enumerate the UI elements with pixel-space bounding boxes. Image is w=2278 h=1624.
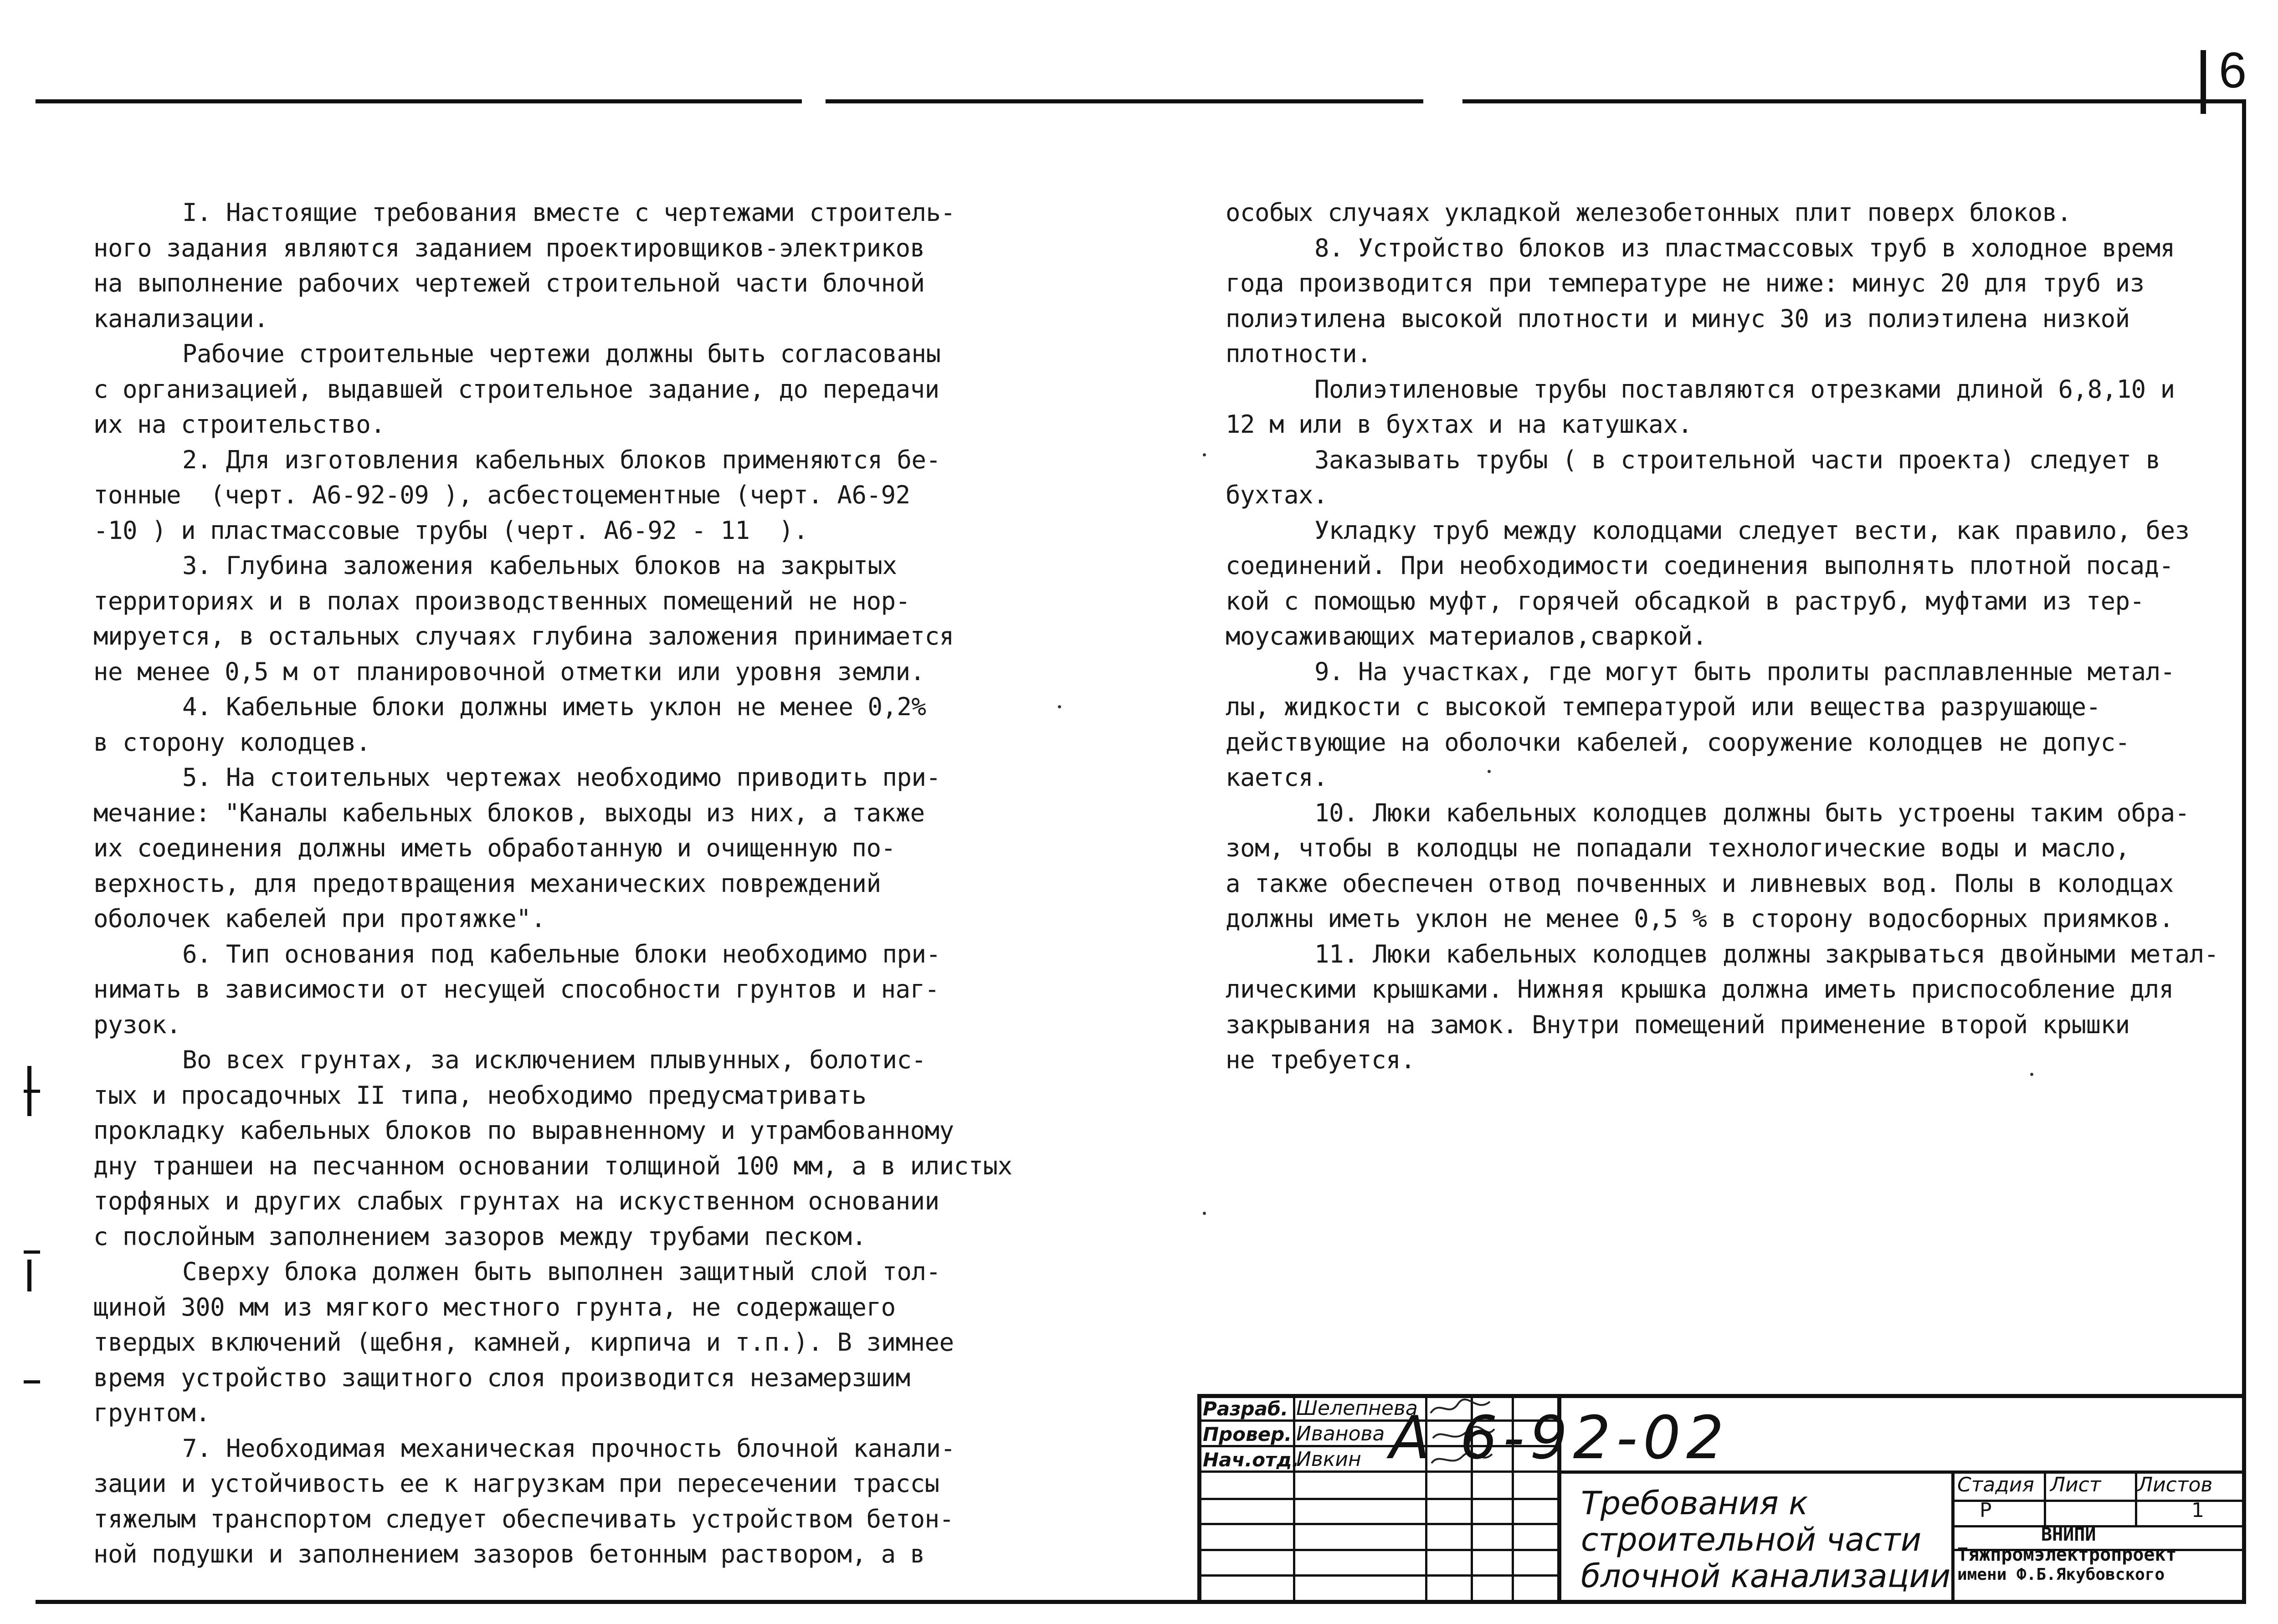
stray-dot [1203,453,1206,456]
text-line: Укладку труб между колодцами следует вести, как правило, без [1314,516,2190,545]
text-line: щиной 300 мм из мягкого местного грунта, не содержащего [93,1292,896,1322]
text-line: лическими крышками. Нижняя крышка должна иметь приспособление для [1226,975,2174,1004]
text-line: 10. Люки кабельных колодцев должны быть устроены таким обра- [1314,798,2190,827]
margin-mark [27,1260,31,1291]
grid-line [1197,1523,1560,1525]
text-line: моусаживающих материалов,сваркой. [1226,622,1707,651]
text-line: зом, чтобы в колодцы не попадали технологические воды и масло, [1226,834,2130,862]
role-developer: Разраб. [1203,1398,1288,1420]
text-line: Сверху блока должен быть выполнен защитный слой тол- [182,1257,941,1286]
text-line: торфяных и других слабых грунтах на искуственном основании [93,1187,939,1215]
text-line: с послойным заполнением зазоров между трубами песком. [93,1222,867,1251]
left-text-column [93,195,1036,1572]
text-line: плотности. [1226,339,1372,368]
text-line: Заказывать трубы ( в строительной части проекта) следует в [1314,445,2160,474]
stage-header: Стадия [1957,1473,2034,1496]
text-line: канализации. [93,304,269,333]
text-line: время устройство защитного слоя производится незамерзшим [93,1363,910,1392]
text-line: лы, жидкости с высокой температурой или вещества разрушающе- [1226,692,2101,721]
text-line: кается. [1226,763,1328,792]
text-line: Рабочие строительные чертежи должны быть согласованы [182,339,941,368]
grid-line [1293,1394,1295,1600]
role-checker: Провер. [1203,1423,1292,1445]
text-line: 12 м или в бухтах и на катушках. [1226,410,1693,439]
text-line: 8. Устройство блоков из пластмассовых труб в холодное время [1314,233,2175,262]
text-line: зации и устойчивость ее к нагрузкам при пересечении трассы [93,1469,939,1498]
org-line-3: имени Ф.Б.Якубовского [1957,1565,2165,1584]
document-title [1581,1485,1950,1594]
text-line: нимать в зависимости от несущей способности грунтов и наг- [93,975,939,1004]
sheets-value: 1 [2191,1499,2204,1522]
text-line: особых случаях укладкой железобетонных плит поверх блоков. [1226,198,2072,227]
title-line: строительной части [1581,1521,1922,1558]
org-line-1: ВНИПИ [2041,1524,2096,1545]
text-line: верхность, для предотвращения механических повреждений [93,869,881,898]
text-line: действующие на оболочки кабелей, сооружение колодцев не допус- [1226,727,2130,757]
margin-tick [24,1380,40,1383]
margin-tick [24,1250,40,1254]
stray-dot [1058,705,1061,708]
text-line: 6. Тип основания под кабельные блоки необходимо при- [182,939,941,968]
grid-line [1951,1470,1955,1600]
text-line: не требуется. [1226,1045,1416,1074]
text-line: 5. На стоительных чертежах необходимо приводить при- [182,763,941,792]
name-checker: Иванова [1296,1422,1385,1445]
text-line: их на строительство. [93,410,385,439]
text-line: должны иметь уклон не менее 0,5 % в сторону водосборных приямков. [1226,904,2174,933]
text-line: твердых включений (щебня, камней, кирпича и т.п.). В зимнее [93,1328,954,1357]
org-line-2: Тяжпромэлектропроект [1957,1544,2177,1565]
right-text-column [1226,195,2219,1078]
text-line: 7. Необходимая механическая прочность блочной канали- [182,1434,955,1463]
text-line: 9. На участках, где могут быть пролиты расплавленные метал- [1314,657,2175,686]
text-line: тонные (черт. А6-92-09 ), асбестоцементные (черт. А6-92 [93,481,910,509]
text-line: в сторону колодцев. [93,727,371,757]
name-developer: Шелепнева [1296,1397,1418,1420]
text-line: Во всех грунтах, за исключением плывунных, болотис- [182,1045,926,1074]
grid-line [1197,1498,1560,1500]
text-line: ной подушки и заполнением зазоров бетонным раствором, а в [93,1540,925,1568]
text-line: 4. Кабельные блоки должны иметь уклон не менее 0,2% [182,692,926,721]
text-line: грунтом. [93,1399,210,1427]
text-line: на выполнение рабочих чертежей строительной части блочной [93,269,925,297]
text-line: Полиэтиленовые трубы поставляются отрезками длиной 6,8,10 и [1314,374,2175,404]
grid-line [2044,1470,2046,1525]
grid-line [2135,1470,2137,1525]
text-line: дну траншеи на песчанном основании толщиной 100 мм, а в илистых [93,1151,1012,1180]
text-line: рузок. [93,1010,181,1039]
sheets-header: Листов [2138,1473,2213,1496]
text-line: мируется, в остальных случаях глубина заложения принимается [93,622,954,651]
text-line: -10 ) и пластмассовые трубы (черт. А6-92 - 11 ). [93,516,808,545]
name-head: Ивкин [1296,1448,1361,1471]
text-line: 3. Глубина заложения кабельных блоков на закрытых [182,551,897,580]
sheet-header: Лист [2050,1473,2101,1496]
stage-value: Р [1980,1499,1992,1522]
text-line: 11. Люки кабельных колодцев должны закрываться двойными метал- [1314,939,2219,968]
text-line: не менее 0,5 м от планировочной отметки или уровня земли. [93,657,925,686]
text-line: а также обеспечен отвод почвенных и ливневых вод. Полы в колодцах [1226,869,2174,898]
grid-line [1197,1549,1560,1551]
text-line: тых и просадочных II типа, необходимо предусматривать [93,1081,867,1110]
text-line: с организацией, выдавшей строительное задание, до передачи [93,374,939,404]
text-line: бухтах. [1226,481,1328,509]
text-line: их соединения должны иметь обработанную и очищенную по- [93,834,896,862]
stray-dot [1203,1212,1206,1215]
title-line: Требования к [1581,1485,1808,1522]
grid-line [1197,1574,1560,1577]
text-line: мечание: "Каналы кабельных блоков, выходы из них, а также [93,798,925,827]
title-line: блочной канализации [1581,1557,1951,1595]
text-line: ного задания являются заданием проектировщиков-электриков [93,233,925,262]
text-line: кой с помощью муфт, горячей обсадкой в раструб, муфтами из тер- [1226,586,2145,615]
text-line: закрывания на замок. Внутри помещений применение второй крышки [1226,1010,2130,1039]
page-number: 6 [2219,42,2247,98]
grid-line [1951,1525,2246,1527]
text-line: территориях и в полах производственных помещений не нор- [93,586,910,615]
text-line: прокладку кабельных блоков по выравненному и утрамбованному [93,1116,954,1145]
text-line: полиэтилена высокой плотности и минус 30 из полиэтилена низкой [1226,304,2130,333]
document-code: А 6-92-02 [1390,1403,1729,1472]
text-line: соединений. При необходимости соединения выполнять плотной посад- [1226,551,2174,580]
text-line: года производится при температуре не ниже: минус 20 для труб из [1226,269,2145,297]
text-line: тяжелым транспортом следует обеспечивать устройством бетон- [93,1504,954,1533]
margin-tick [24,1090,40,1093]
text-line: оболочек кабелей при протяжке". [93,904,546,933]
text-line: I. Настоящие требования вместе с чертежами строитель- [182,198,955,227]
text-line: 2. Для изготовления кабельных блоков применяются бе- [182,445,941,474]
role-head: Нач.отд. [1203,1449,1299,1471]
